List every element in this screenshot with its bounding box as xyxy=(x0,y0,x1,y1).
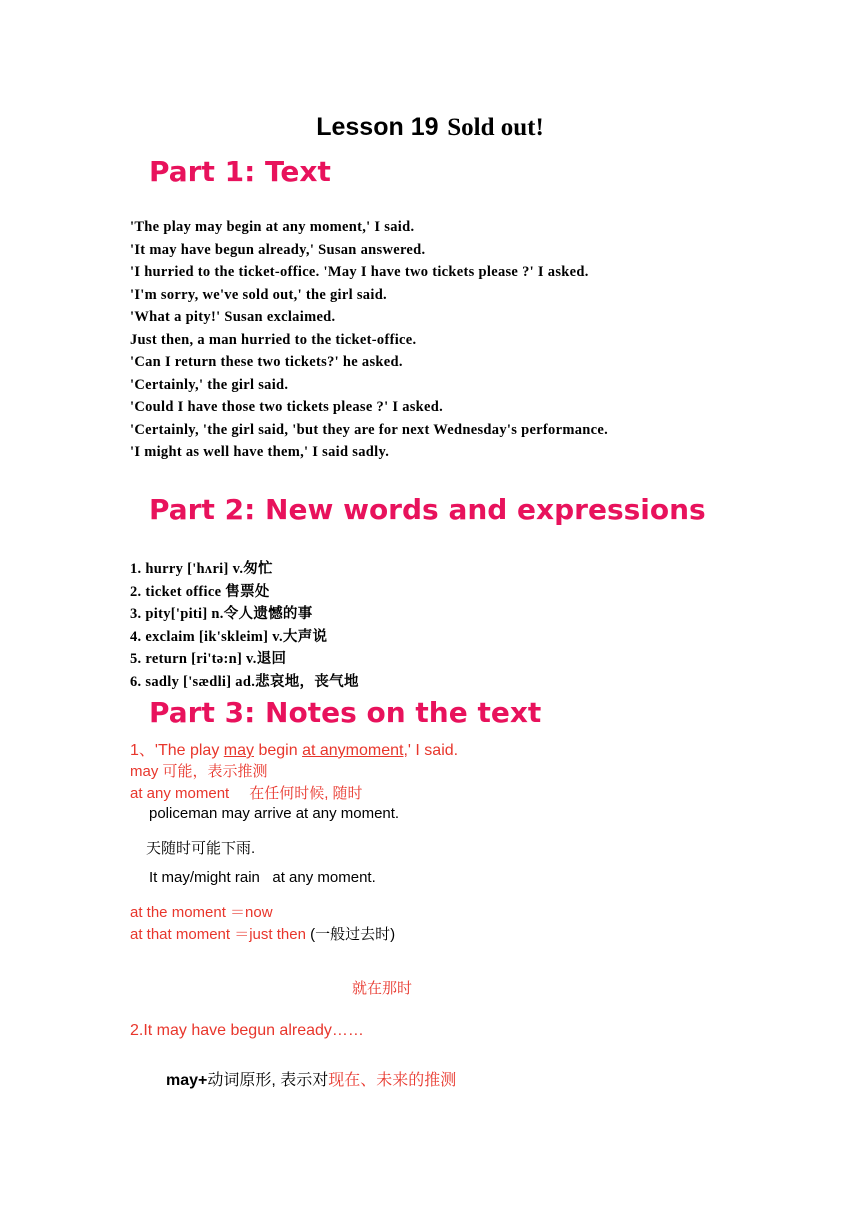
past-tense-note: (一般过去时) xyxy=(310,926,396,943)
vocab-item: 3. pity['piti] n.令人遗憾的事 xyxy=(130,606,313,622)
part2-heading: Part 2: New words and expressions xyxy=(149,493,706,526)
at-any-moment-line xyxy=(130,782,363,803)
note-1-mid: begin xyxy=(254,742,303,759)
lesson-number: Lesson 19 xyxy=(316,113,439,141)
may-explanation: may 可能，表示推测 xyxy=(130,763,268,780)
vocab-item: 6. sadly ['sædli] ad.悲哀地，丧气地 xyxy=(130,674,359,690)
text-line: 'What a pity!' Susan exclaimed. xyxy=(130,309,336,325)
at-that-moment-term: at that moment ＝just then xyxy=(130,926,306,943)
text-line: 'Certainly,' the girl said. xyxy=(130,377,289,393)
note-1-anymoment: at anymoment xyxy=(302,742,404,759)
note-2: 2.It may have begun already…… xyxy=(130,1022,364,1039)
vocab-item: 4. exclaim [ik'skleim] v.大声说 xyxy=(130,629,328,645)
vocab-item: 2. ticket office 售票处 xyxy=(130,584,270,600)
example-policeman: policeman may arrive at any moment. xyxy=(149,805,400,822)
note-1-may: may xyxy=(223,742,255,759)
may-plus-bold: may+ xyxy=(166,1072,208,1089)
text-line: 'The play may begin at any moment,' I said. xyxy=(130,219,415,235)
text-line: Just then, a man hurried to the ticket-office. xyxy=(130,332,417,348)
at-any-moment-term: at any moment xyxy=(130,785,230,802)
text-line: 'Can I return these two tickets?' he asked. xyxy=(130,354,403,370)
text-line: 'I'm sorry, we've sold out,' the girl said. xyxy=(130,287,387,303)
text-line: 'I hurried to the ticket-office. 'May I have two tickets please ?' I asked. xyxy=(130,264,589,280)
text-line: 'It may have begun already,' Susan answered. xyxy=(130,242,426,258)
may-plus-line xyxy=(166,1067,456,1090)
example-rain: It may/might rain at any moment. xyxy=(149,869,376,886)
may-plus-rest: 动词原形, 表示对 xyxy=(207,1072,329,1089)
just-then-meaning: 就在那时 xyxy=(352,980,413,997)
text-line: 'I might as well have them,' I said sadly. xyxy=(130,444,390,460)
at-that-moment-line xyxy=(130,923,395,944)
note-1-suffix: ,' I said. xyxy=(403,742,459,759)
at-any-moment-meaning: 在任何时候, 随时 xyxy=(249,785,363,802)
part1-heading: Part 1: Text xyxy=(149,155,331,188)
lesson-title xyxy=(0,112,860,142)
at-the-moment-line: at the moment ＝now xyxy=(130,904,273,921)
lesson-subtitle: Sold out! xyxy=(447,114,544,141)
vocab-item: 5. return [ri'tə:n] v.退回 xyxy=(130,651,287,667)
text-line: 'Could I have those two tickets please ?' I asked. xyxy=(130,399,444,415)
vocab-item: 1. hurry ['hʌri] v.匆忙 xyxy=(130,561,273,577)
may-plus-red: 现在、未来的推测 xyxy=(328,1072,457,1089)
note-1-prefix: 1、'The play xyxy=(130,742,224,759)
text-line: 'Certainly, 'the girl said, 'but they are for next Wednesday's performance. xyxy=(130,422,609,438)
note-1 xyxy=(130,737,458,760)
part3-heading: Part 3: Notes on the text xyxy=(149,696,542,729)
example-rain-cn: 天随时可能下雨. xyxy=(146,840,256,857)
